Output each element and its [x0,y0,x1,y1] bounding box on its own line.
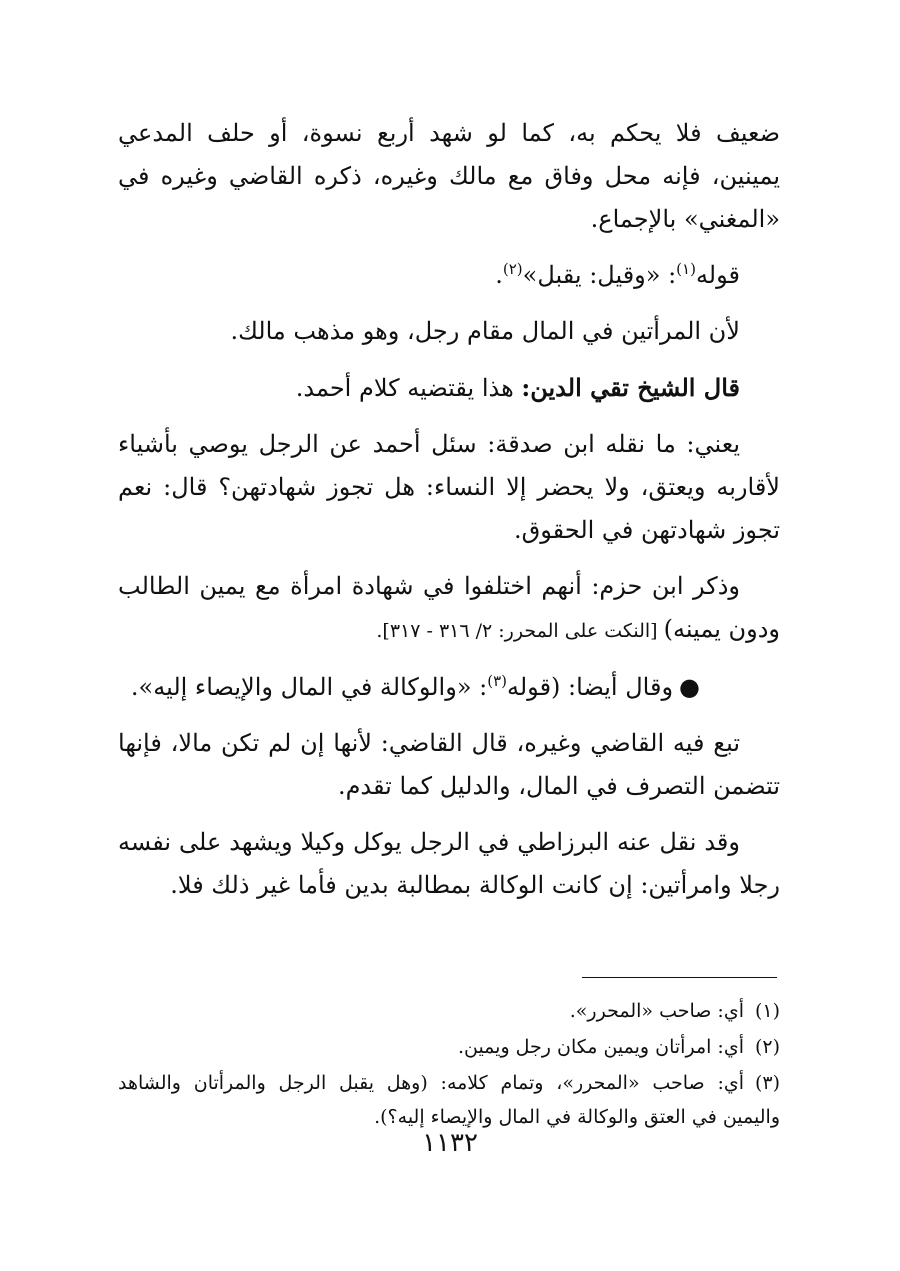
footnote-number: (٣) [754,1072,780,1094]
paragraph-2-end: . [495,261,503,289]
footnote-text: أي: امرأتان ويمين مكان رجل ويمين. [457,1036,744,1058]
footnote-3 [118,1066,780,1134]
footnote-number: (٢) [754,1036,780,1058]
paragraph-3: لأن المرأتين في المال مقام رجل، وهو مذهب مالك. [230,317,740,345]
paragraph-6-main: وذكر ابن حزم: أنهم اختلفوا في شهادة امرأة مع يمين الطالب ودون يمينه) [118,572,780,643]
page-number: ١١٣٢ [422,1128,478,1158]
paragraph-6 [118,565,780,653]
citation: [النكت على المحرر: ٢/ ٣١٦ - ٣١٧]. [376,620,664,642]
page-body [118,112,780,920]
sheikh-name: قال الشيخ تقي الدين: [521,373,740,402]
paragraph-4 [118,366,780,410]
footnote-ref-2[interactable]: (٢) [502,260,523,278]
paragraph-9: وقد نقل عنه البرزاطي في الرجل يوكل وكيلا ويشهد على نفسه رجلا وامرأتين: إن كانت الوكالة بمطالبة بدين فأما غير ذلك فلا. [118,828,780,899]
paragraph-7-pre: وقال أيضا: (قوله [507,673,674,701]
paragraph-8: تبع فيه القاضي وغيره، قال القاضي: لأنها إن لم تكن مالا، فإنها تتضمن التصرف في المال، والدليل كما تقدم. [118,729,780,800]
footnote-divider [582,977,777,978]
paragraph-4-rest: هذا يقتضيه كلام أحمد. [295,374,522,402]
footnote-ref-3[interactable]: (٣) [487,672,507,690]
paragraph-5: يعني: ما نقله ابن صدقة: سئل أحمد عن الرجل يوصي بأشياء لأقاربه ويعتق، ولا يحضر إلا النساء: هل تجوز شهادتهن؟ قال: نعم تجوز شهادتهن في الحقوق. [118,430,780,544]
paragraph-7-rest: : «والوكالة في المال والإيصاء إليه». [130,673,488,701]
paragraph-2-quote: : «وقيل: يقبل» [522,261,677,289]
footnote-2 [118,1030,780,1064]
paragraph-1: ضعيف فلا يحكم به، كما لو شهد أربع نسوة، أو حلف المدعي يمينين، فإنه محل وفاق مع مالك وغيره، ذكره القاضي وغيره في «المغني» بالإجماع. [118,119,780,233]
footnotes [118,994,780,1136]
footnote-1 [118,994,780,1028]
paragraph-2-pre: قوله [695,261,740,289]
paragraph-7 [118,666,780,709]
footnote-text: أي: صاحب «المحرر». [569,1000,744,1022]
paragraph-2 [118,254,780,297]
footnote-text: أي: صاحب «المحرر»، وتمام كلامه: (وهل يقبل الرجل والمرأتان والشاهد واليمين في العتق والوكالة في المال والإيصاء إليه؟). [118,1072,780,1128]
bullet-icon: ● [679,673,700,701]
footnote-ref-1[interactable]: (١) [676,260,696,278]
footnote-number: (١) [754,1000,780,1022]
